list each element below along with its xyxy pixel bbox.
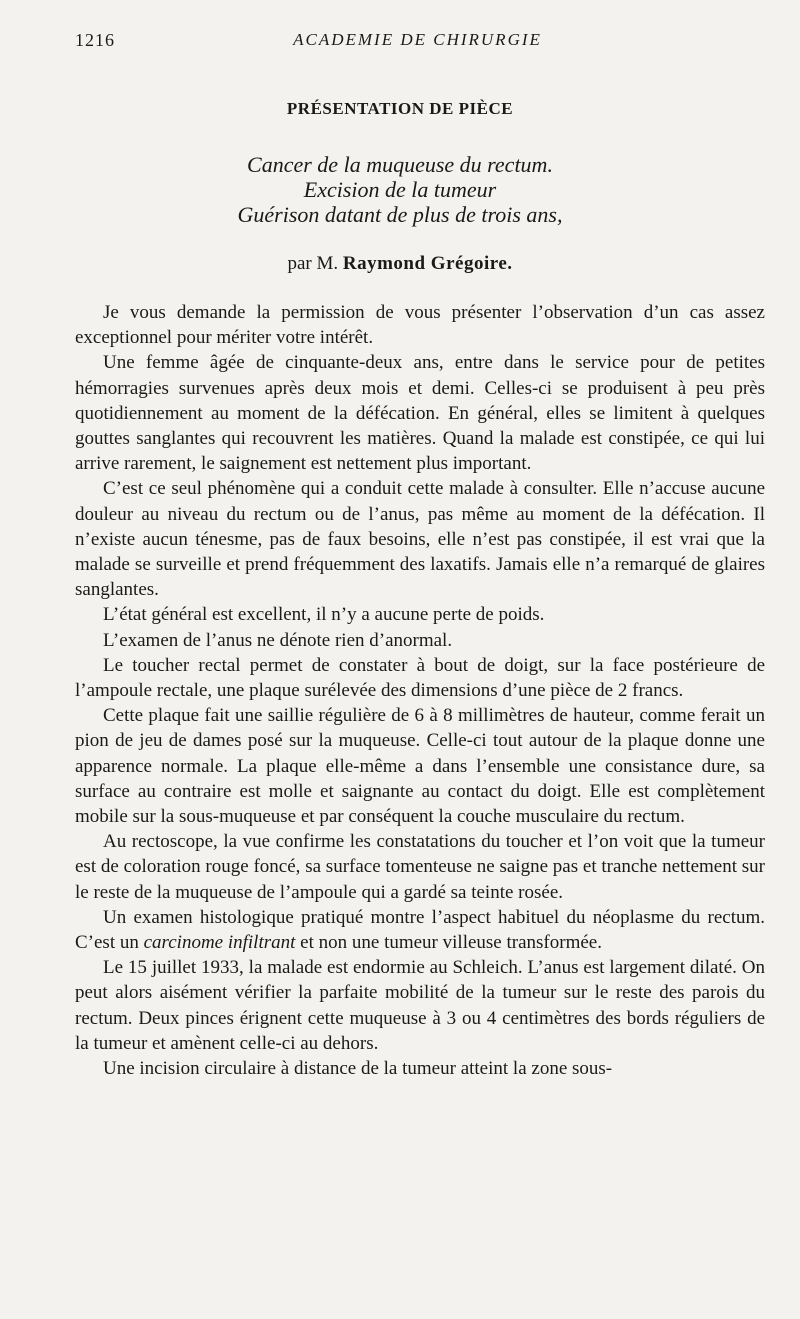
- paragraph: Une femme âgée de cinquante-deux ans, entre dans le service pour de petites hémorragies survenues après deux mois et demi. Celles-ci se produisent à peu près quotidiennement au moment de la défécation. En général, elles se limitent à quelques gouttes sanglantes qui recouvrent les matières. Quand la malade est constipée, ce qui lui arrive rarement, le saignement est nettement plus important.: [75, 352, 765, 475]
- paragraph-text: et non une tumeur villeuse transformée.: [295, 932, 602, 954]
- paragraph: Je vous demande la permission de vous présenter l’observation d’un cas assez exceptionnel pour mériter votre intérêt.: [75, 302, 765, 349]
- title-line-1: Cancer de la muqueuse du rectum.: [247, 152, 553, 177]
- page-header: [75, 30, 760, 56]
- paragraph: C’est ce seul phénomène qui a conduit cette malade à consulter. Elle n’accuse aucune douleur au niveau du rectum ou de l’anus, pas même au moment de la défécation. Il n’existe aucun ténesme, pas de faux besoins, elle n’est pas constipée, il est vrai que la malade se surveille et prend fréquemment des laxatifs. Jamais elle n’a remarqué de glaires sanglantes.: [75, 478, 765, 601]
- title-line-2: Excision de la tumeur: [303, 177, 497, 202]
- page-number: 1216: [75, 30, 115, 50]
- paragraph: Au rectoscope, la vue confirme les constatations du toucher et l’on voit que la tumeur est de coloration rouge foncé, sa surface tomenteuse ne saigne pas et tranche nettement sur le reste de la muqueuse de l’ampoule qui a gardé sa teinte rosée.: [75, 831, 765, 903]
- byline-prefix: par M.: [287, 253, 339, 274]
- paragraph: Une incision circulaire à distance de la tumeur atteint la zone sous-: [103, 1058, 613, 1080]
- article-title: [50, 152, 750, 227]
- body-text: [75, 300, 765, 1081]
- emphasis-text: carcinome infiltrant: [143, 932, 296, 954]
- paragraph: [75, 905, 765, 955]
- byline: [0, 253, 800, 275]
- title-line-3: Guérison datant de plus de trois ans,: [237, 202, 563, 227]
- paragraph: Le toucher rectal permet de constater à bout de doigt, sur la face postérieure de l’ampoule rectale, une plaque surélevée des dimensions d’une pièce de 2 francs.: [75, 654, 765, 702]
- paragraph: Cette plaque fait une saillie régulière de 6 à 8 millimètres de hauteur, comme ferait un pion de jeu de dames posé sur la muqueuse. Celle-ci tout autour de la plaque donne une apparence normale. La plaque elle-même a dans l’ensemble une consistance dure, sa surface au contraire est molle et saignante au contact du doigt. Elle est complètement mobile sur la sous-muqueuse et par conséquent la couche musculaire du rectum.: [75, 705, 765, 828]
- paragraph-text: Un examen histologique pratiqué montre l’aspect habituel du néoplasme du rectum. C’est un: [75, 906, 765, 954]
- running-title: ACADEMIE DE CHIRURGIE: [293, 30, 542, 49]
- section-title: PRÉSENTATION DE PIÈCE: [286, 99, 514, 118]
- paragraph: L’état général est excellent, il n’y a aucune perte de poids.: [103, 604, 545, 626]
- paragraph: L’examen de l’anus ne dénote rien d’anormal.: [103, 629, 453, 651]
- author-name: Raymond Grégoire.: [342, 253, 513, 274]
- paragraph: Le 15 juillet 1933, la malade est endormie au Schleich. L’anus est largement dilaté. On peut alors aisément vérifier la parfaite mobilité de la tumeur sur le reste des parois du rectum. Deux pinces érignent cette muqueuse à 3 ou 4 centimètres des bords réguliers de la tumeur et amènent celle-ci au dehors.: [75, 957, 765, 1054]
